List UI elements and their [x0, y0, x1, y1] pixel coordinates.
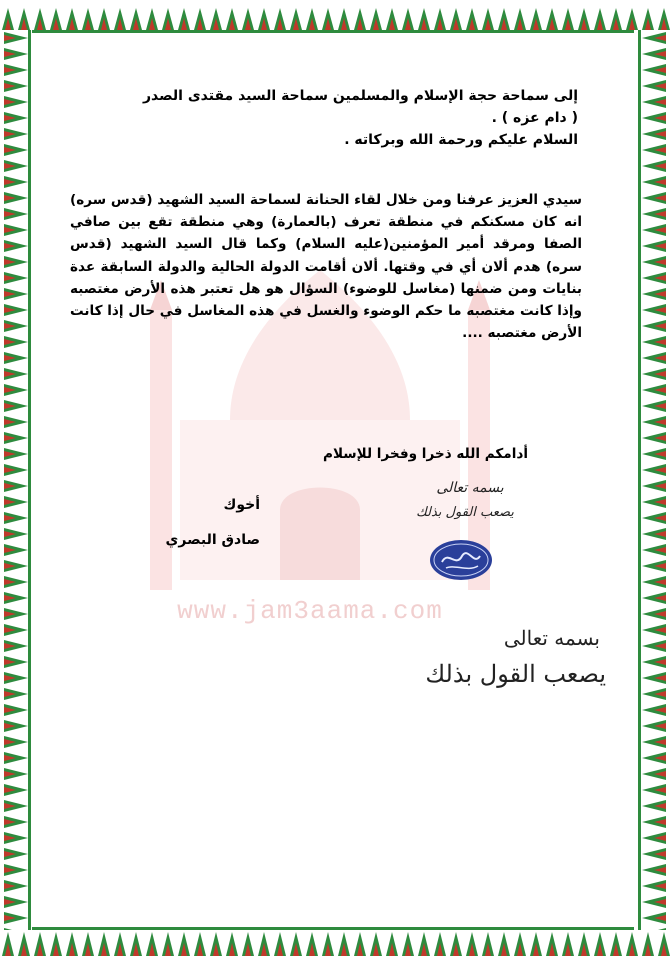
- salutation-line-3: السلام عليكم ورحمة الله وبركاته .: [344, 132, 578, 148]
- decorative-border-bottom: [0, 924, 671, 960]
- handwritten-answer-large: يصعب القول بذلك: [425, 660, 606, 688]
- closing-line: أدامكم الله ذخرا وفخرا للإسلام: [323, 446, 528, 462]
- watermark-url: www.jam3aama.com: [177, 596, 443, 626]
- handwritten-answer-small: يصعب القول بذلك: [416, 505, 514, 520]
- salutation-line-1: إلى سماحة حجة الإسلام والمسلمين سماحة السيد مقتدى الصدر: [142, 88, 578, 104]
- letter-body: سيدي العزيز عرفنا ومن خلال لقاء الحنانة لسماحة السيد الشهيد (قدس سره) انه كان مسكنكم في منطقة تعرف (بالعمارة) وهي منطقة تقع بين صافي الصفا ومرقد أمير المؤمنين(عليه السلام) وكما قال السيد الشهيد (قدس سره) هدم ألان أي في وقتها. ألان أقامت الدولة الحالية والدولة السابقة عدة بنايات ومن ضمنها (مغاسل للوضوء) السؤال هو هل تعتبر هذه الأرض مغتصبه وإذا كانت مغتصبه ما حكم الوضوء والغسل في هذه المغاسل في حال إذا كانت الأرض مغتصبه ....: [70, 192, 582, 342]
- salutation-line-2: ( دام عزه ) .: [491, 110, 578, 126]
- signature-name: صادق البصري: [165, 532, 260, 548]
- decorative-border-left: [0, 30, 32, 930]
- decorative-border-top: [0, 0, 671, 34]
- decorative-border-right: [634, 30, 671, 930]
- blue-seal-stamp: [428, 538, 494, 582]
- salutation-block: [70, 85, 578, 151]
- handwritten-bismihi-large: بسمه تعالى: [503, 626, 600, 650]
- handwritten-bismihi-small: بسمه تعالى: [436, 480, 504, 496]
- signature-brother: أخوك: [223, 497, 260, 513]
